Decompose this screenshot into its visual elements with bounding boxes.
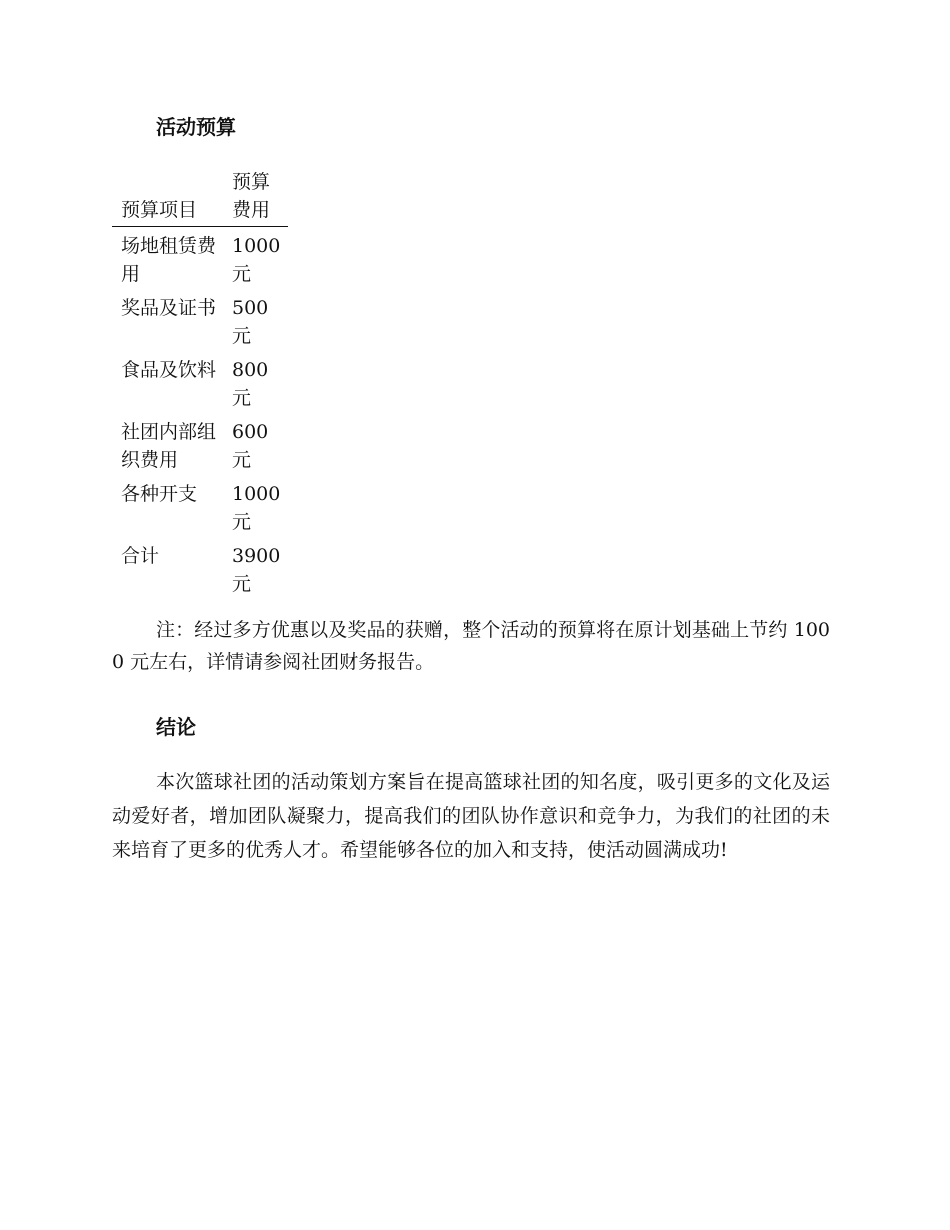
budget-table: [112, 168, 288, 600]
row-item: 奖品及证书: [121, 297, 217, 319]
header-cost: 预算费用: [227, 168, 288, 227]
row-cost: 600元: [232, 421, 269, 471]
row-item: 各种开支: [121, 483, 198, 505]
budget-note: 注：经过多方优惠以及奖品的获赠，整个活动的预算将在原计划基础上节约 1000 元左右，详情请参阅社团财务报告。: [112, 619, 830, 673]
row-cost: 3900元: [232, 545, 281, 595]
table-row: [112, 538, 288, 600]
row-item: 场地租赁费用: [121, 235, 217, 285]
table-row: [112, 227, 288, 291]
row-item: 合计: [121, 545, 160, 567]
table-row: [112, 290, 288, 352]
header-item: 预算项目: [112, 168, 227, 227]
conclusion-paragraph: 本次篮球社团的活动策划方案旨在提高篮球社团的知名度，吸引更多的文化及运动爱好者，增加团队凝聚力，提高我们的团队协作意识和竞争力，为我们的社团的未来培育了更多的优秀人才。希望能够各位的加入和支持，使活动圆满成功!: [112, 771, 830, 861]
table-row: [112, 414, 288, 476]
row-cost: 1000元: [232, 235, 281, 285]
conclusion-heading: 结论: [156, 715, 196, 739]
budget-heading: 活动预算: [156, 115, 236, 139]
row-cost: 800元: [232, 359, 269, 409]
table-header-row: [112, 168, 288, 227]
row-cost: 1000元: [232, 483, 281, 533]
row-cost: 500元: [232, 297, 269, 347]
row-item: 社团内部组织费用: [121, 421, 217, 471]
row-item: 食品及饮料: [121, 359, 217, 381]
table-row: [112, 476, 288, 538]
table-row: [112, 352, 288, 414]
